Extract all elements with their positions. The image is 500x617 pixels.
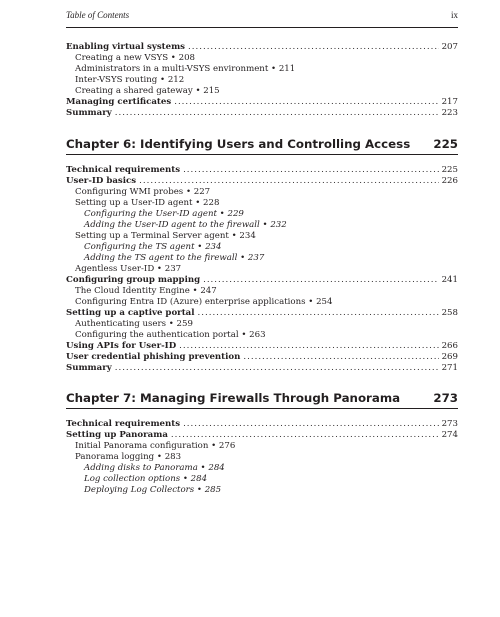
toc-subsubentry[interactable]: Configuring the User-ID agent • 229 xyxy=(84,208,244,219)
entry-page: 217 xyxy=(441,97,458,107)
entry-title: Managing certificates xyxy=(66,97,172,107)
dot-leader xyxy=(179,341,438,352)
entry-page: 223 xyxy=(441,108,458,118)
toc-subentry[interactable]: Panorama logging • 283 xyxy=(75,452,182,462)
chapter-title: Chapter 6: Identifying Users and Controlling Access xyxy=(66,136,411,151)
entry-title: Enabling virtual systems xyxy=(66,42,186,52)
toc-entry[interactable] xyxy=(66,308,458,319)
toc-subentry[interactable]: Setting up a Terminal Server agent • 234 xyxy=(75,230,256,241)
toc-subentry[interactable]: Authenticating users • 259 xyxy=(75,318,193,329)
entry-title: User-ID basics xyxy=(66,175,137,186)
toc-page xyxy=(66,10,458,496)
entry-title: Technical requirements xyxy=(66,419,181,429)
toc-entry[interactable] xyxy=(66,42,458,53)
chapter-7-heading[interactable] xyxy=(66,382,458,408)
entry-page: 274 xyxy=(441,430,458,440)
toc-subentry[interactable]: Agentless User-ID • 237 xyxy=(75,263,182,274)
toc-entry[interactable] xyxy=(66,419,458,430)
toc-entry[interactable] xyxy=(66,176,458,187)
entry-page: 226 xyxy=(441,175,458,186)
toc-entry[interactable] xyxy=(66,363,458,374)
dot-leader xyxy=(115,363,439,374)
running-title: Table of Contents xyxy=(66,10,130,20)
chapter-page: 273 xyxy=(433,391,458,405)
toc-entries xyxy=(66,42,458,496)
entry-page: 271 xyxy=(441,362,458,373)
toc-entry[interactable] xyxy=(66,275,458,286)
toc-subentry[interactable]: Configuring the authentication portal • 263 xyxy=(75,329,266,340)
toc-subsubentry[interactable]: Adding the TS agent to the firewall • 237 xyxy=(84,252,265,263)
entry-page: 207 xyxy=(441,42,458,52)
toc-subentry[interactable]: The Cloud Identity Engine • 247 xyxy=(75,285,217,296)
entry-page: 241 xyxy=(441,274,458,285)
chapter-rule xyxy=(66,408,458,409)
dot-leader xyxy=(115,108,439,119)
toc-subsubentry[interactable]: Deploying Log Collectors • 285 xyxy=(84,485,222,495)
toc-subentry[interactable]: Setting up a User-ID agent • 228 xyxy=(75,197,220,208)
toc-entry[interactable] xyxy=(66,352,458,363)
toc-entry[interactable] xyxy=(66,108,458,119)
entry-title: Summary xyxy=(66,108,112,118)
dot-leader xyxy=(188,42,439,53)
dot-leader xyxy=(243,352,438,363)
toc-entry[interactable] xyxy=(66,165,458,176)
chapter-page: 225 xyxy=(433,136,458,151)
dot-leader xyxy=(174,97,438,108)
toc-entry[interactable] xyxy=(66,97,458,108)
page-number: ix xyxy=(450,10,458,20)
entry-page: 225 xyxy=(441,164,458,175)
dot-leader xyxy=(183,419,439,430)
entry-title: Setting up a captive portal xyxy=(66,307,195,318)
toc-entry[interactable] xyxy=(66,341,458,352)
toc-subentry[interactable]: Creating a shared gateway • 215 xyxy=(75,86,220,96)
entry-title: Summary xyxy=(66,362,112,373)
entry-page: 269 xyxy=(441,351,458,362)
dot-leader xyxy=(183,165,439,176)
toc-subentry[interactable]: Configuring Entra ID (Azure) enterprise applications • 254 xyxy=(75,296,333,307)
toc-subsubentry[interactable]: Adding disks to Panorama • 284 xyxy=(84,463,225,473)
chapter-title: Chapter 7: Managing Firewalls Through Panorama xyxy=(66,391,401,405)
toc-subentry[interactable]: Administrators in a multi-VSYS environment • 211 xyxy=(75,64,296,74)
entry-title: Configuring group mapping xyxy=(66,274,201,285)
header-rule xyxy=(66,27,458,28)
entry-page: 266 xyxy=(441,340,458,351)
toc-subsubentry[interactable]: Configuring the TS agent • 234 xyxy=(84,241,222,252)
entry-title: Technical requirements xyxy=(66,164,181,175)
entry-page: 258 xyxy=(441,307,458,318)
entry-title: User credential phishing prevention xyxy=(66,351,241,362)
toc-subentry[interactable]: Creating a new VSYS • 208 xyxy=(75,53,196,63)
toc-subentry[interactable]: Initial Panorama configuration • 276 xyxy=(75,441,236,451)
running-header xyxy=(66,10,458,24)
dot-leader xyxy=(139,176,438,187)
chapter-rule xyxy=(66,154,458,155)
entry-title: Setting up Panorama xyxy=(66,430,168,440)
dot-leader xyxy=(171,430,439,441)
toc-subentry[interactable]: Configuring WMI probes • 227 xyxy=(75,186,211,197)
chapter-6-heading[interactable] xyxy=(66,128,458,154)
dot-leader xyxy=(203,275,439,286)
entry-page: 273 xyxy=(441,419,458,429)
toc-subentry[interactable]: Inter-VSYS routing • 212 xyxy=(75,75,185,85)
toc-subsubentry[interactable]: Adding the User-ID agent to the firewall • 232 xyxy=(84,219,287,230)
toc-entry[interactable] xyxy=(66,430,458,441)
toc-subsubentry[interactable]: Log collection options • 284 xyxy=(84,474,208,484)
dot-leader xyxy=(198,308,439,319)
entry-title: Using APIs for User-ID xyxy=(66,340,177,351)
